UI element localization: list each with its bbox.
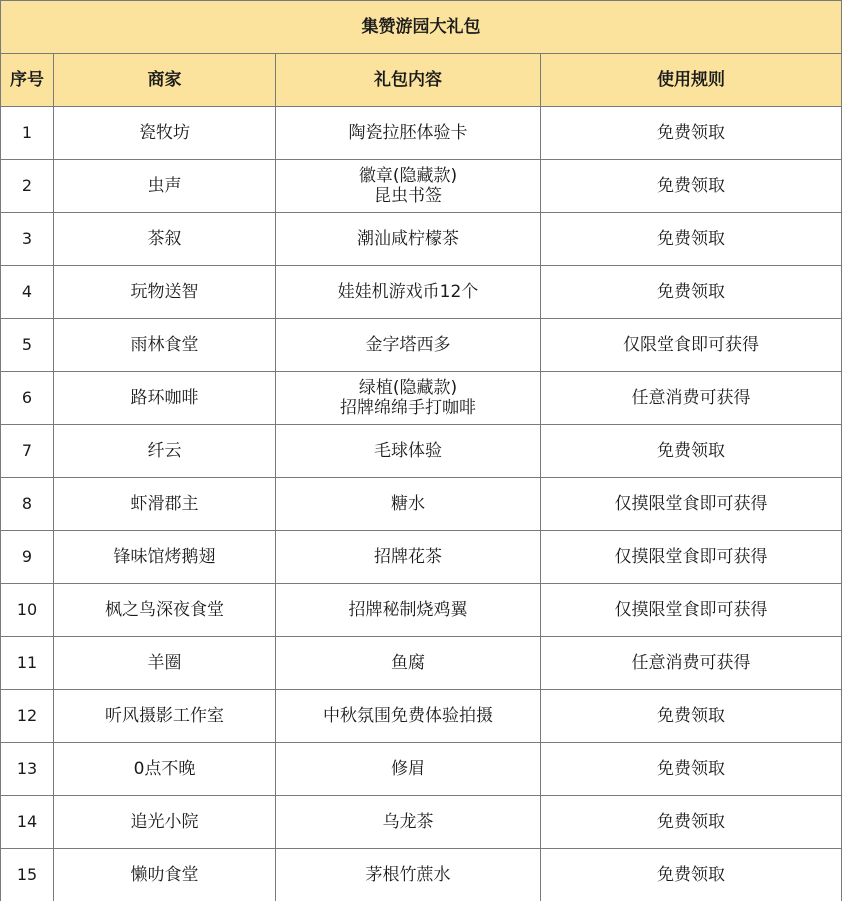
table-row	[1, 319, 842, 372]
row-merchant: 锋味馆烤鹅翅	[54, 531, 276, 584]
row-seq: 2	[1, 160, 54, 213]
row-rule: 免费领取	[541, 213, 842, 266]
gift-line: 娃娃机游戏币12个	[337, 282, 479, 302]
gift-line: 招牌花茶	[374, 547, 442, 567]
table-row	[1, 478, 842, 531]
table-row	[1, 743, 842, 796]
header-gift: 礼包内容	[276, 54, 541, 107]
table-row	[1, 531, 842, 584]
gift-line: 陶瓷拉胚体验卡	[348, 123, 468, 143]
row-gift	[276, 531, 541, 584]
row-gift	[276, 637, 541, 690]
gift-line: 潮汕咸柠檬茶	[357, 229, 459, 249]
row-gift	[276, 743, 541, 796]
row-seq: 7	[1, 425, 54, 478]
gift-line: 徽章(隐藏款)	[358, 166, 458, 186]
row-rule: 免费领取	[541, 425, 842, 478]
row-seq: 10	[1, 584, 54, 637]
gift-line: 鱼腐	[391, 653, 425, 673]
row-merchant: 听风摄影工作室	[54, 690, 276, 743]
table-body	[1, 107, 842, 902]
gift-line: 乌龙茶	[382, 812, 434, 832]
header-row	[1, 54, 842, 107]
row-merchant: 追光小院	[54, 796, 276, 849]
row-seq: 4	[1, 266, 54, 319]
gift-line: 招牌绵绵手打咖啡	[340, 398, 476, 418]
row-rule: 仅摸限堂食即可获得	[541, 584, 842, 637]
table-row	[1, 796, 842, 849]
row-rule: 免费领取	[541, 160, 842, 213]
table-row	[1, 690, 842, 743]
gift-line: 糖水	[391, 494, 425, 514]
table-row	[1, 372, 842, 425]
header-seq: 序号	[1, 54, 54, 107]
row-rule: 仅限堂食即可获得	[541, 319, 842, 372]
table-row	[1, 849, 842, 902]
row-seq: 6	[1, 372, 54, 425]
row-seq: 12	[1, 690, 54, 743]
gift-line: 招牌秘制烧鸡翼	[348, 600, 468, 620]
row-rule: 免费领取	[541, 690, 842, 743]
table-title: 集赞游园大礼包	[1, 1, 842, 54]
row-gift	[276, 266, 541, 319]
row-seq: 8	[1, 478, 54, 531]
table-row	[1, 160, 842, 213]
row-seq: 11	[1, 637, 54, 690]
row-gift	[276, 584, 541, 637]
gift-line: 金字塔西多	[365, 335, 451, 355]
row-seq: 15	[1, 849, 54, 902]
gift-line: 毛球体验	[374, 441, 442, 461]
row-merchant: 枫之鸟深夜食堂	[54, 584, 276, 637]
row-gift	[276, 478, 541, 531]
row-rule: 免费领取	[541, 743, 842, 796]
gift-line: 修眉	[391, 759, 425, 779]
table-row	[1, 266, 842, 319]
table-row	[1, 107, 842, 160]
row-merchant: 懒叻食堂	[54, 849, 276, 902]
row-seq: 3	[1, 213, 54, 266]
row-rule: 免费领取	[541, 107, 842, 160]
row-seq: 13	[1, 743, 54, 796]
row-gift	[276, 372, 541, 425]
row-merchant: 雨林食堂	[54, 319, 276, 372]
row-merchant: 瓷牧坊	[54, 107, 276, 160]
row-gift	[276, 213, 541, 266]
row-gift	[276, 107, 541, 160]
row-merchant: 0点不晚	[54, 743, 276, 796]
row-seq: 5	[1, 319, 54, 372]
header-merchant: 商家	[54, 54, 276, 107]
title-row	[1, 1, 842, 54]
row-gift	[276, 160, 541, 213]
row-merchant: 玩物送智	[54, 266, 276, 319]
table-row	[1, 213, 842, 266]
row-rule: 仅摸限堂食即可获得	[541, 478, 842, 531]
row-rule: 任意消费可获得	[541, 637, 842, 690]
row-rule: 免费领取	[541, 796, 842, 849]
row-gift	[276, 690, 541, 743]
row-rule: 免费领取	[541, 849, 842, 902]
table-row	[1, 637, 842, 690]
row-seq: 9	[1, 531, 54, 584]
gift-line: 绿植(隐藏款)	[358, 378, 458, 398]
gift-line: 茅根竹蔗水	[365, 865, 451, 885]
row-seq: 1	[1, 107, 54, 160]
row-merchant: 虫声	[54, 160, 276, 213]
gift-line: 昆虫书签	[374, 186, 442, 206]
gift-line: 中秋氛围免费体验拍摄	[323, 706, 493, 726]
row-seq: 14	[1, 796, 54, 849]
row-merchant: 虾滑郡主	[54, 478, 276, 531]
header-rule: 使用规则	[541, 54, 842, 107]
row-merchant: 茶叙	[54, 213, 276, 266]
row-merchant: 路环咖啡	[54, 372, 276, 425]
table-row	[1, 425, 842, 478]
row-gift	[276, 319, 541, 372]
row-merchant: 羊圈	[54, 637, 276, 690]
row-gift	[276, 425, 541, 478]
row-gift	[276, 849, 541, 902]
row-gift	[276, 796, 541, 849]
table-row	[1, 584, 842, 637]
row-merchant: 纤云	[54, 425, 276, 478]
row-rule: 仅摸限堂食即可获得	[541, 531, 842, 584]
row-rule: 免费领取	[541, 266, 842, 319]
row-rule: 任意消费可获得	[541, 372, 842, 425]
